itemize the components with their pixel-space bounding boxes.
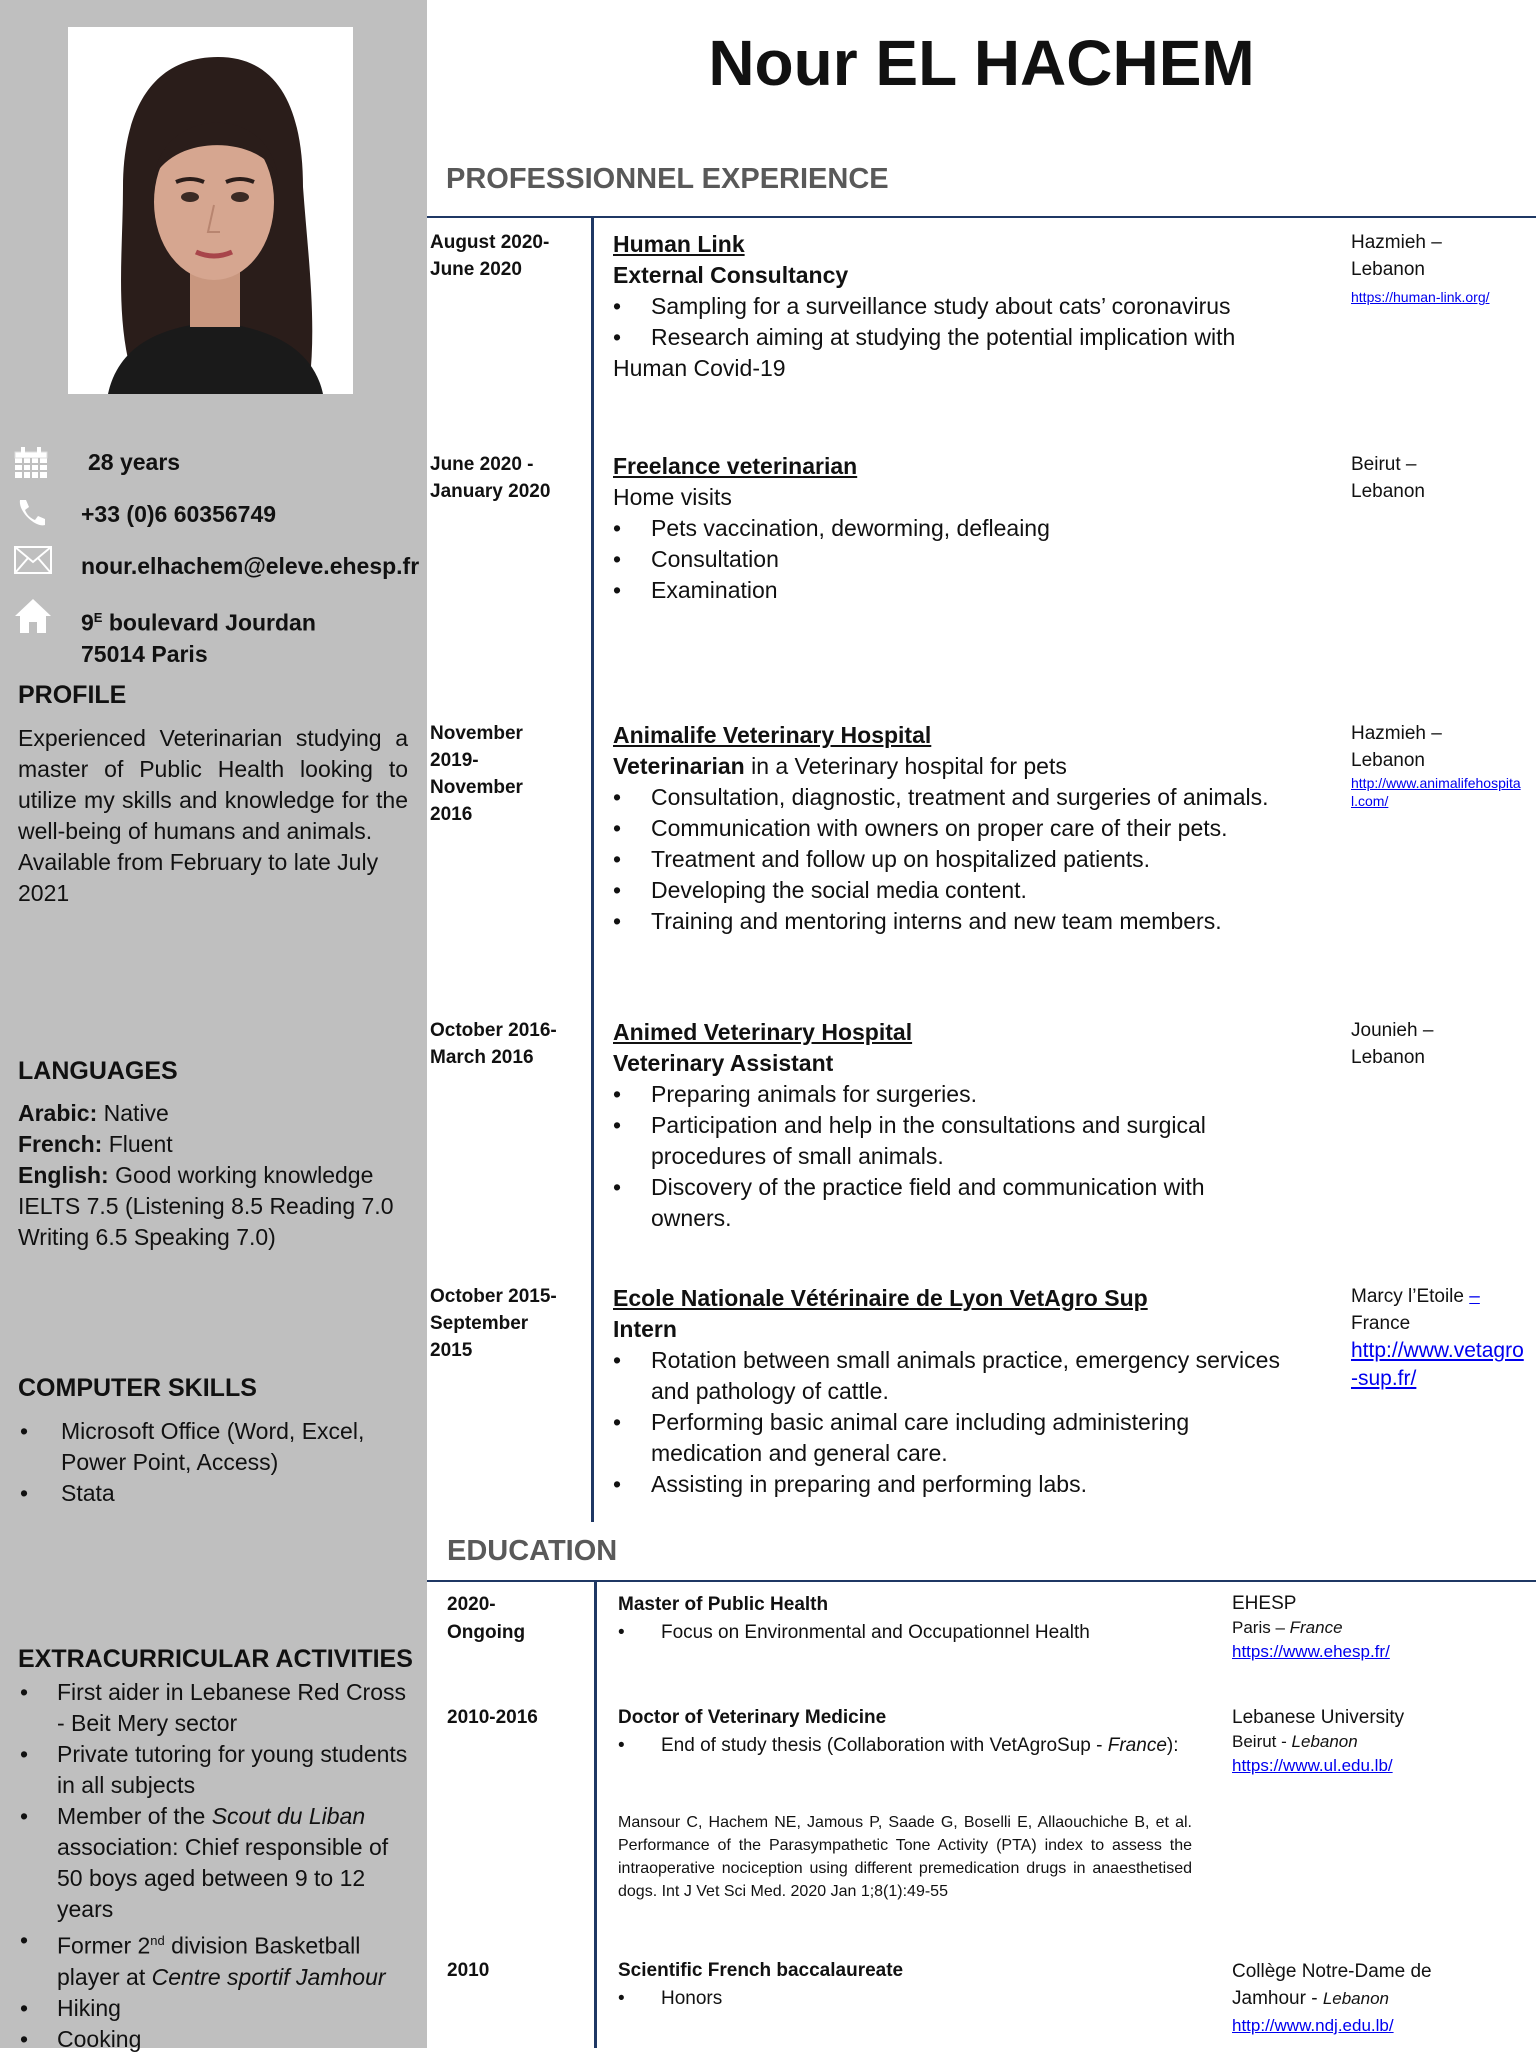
list-item: • Hiking — [18, 1993, 410, 2024]
job-entry: Ecole Nationale Vétérinaire de Lyon VetAgro Sup Intern • Rotation between small animals practice, emergency services and pathology of cattle. • Performing basic animal care including administering medication and general care. • Assisting in preparing and performing labs. — [613, 1283, 1313, 1500]
experience-heading: PROFESSIONNEL EXPERIENCE — [446, 163, 889, 195]
degree-title: Master of Public Health — [618, 1594, 829, 1615]
list-item: • Research aiming at studying the potential implication with — [613, 322, 1313, 353]
timeline-line — [591, 217, 594, 1522]
employer-name: Human Link — [613, 231, 745, 257]
list-item: • Consultation — [613, 544, 1313, 575]
job-location: Jounieh – Lebanon — [1351, 1020, 1434, 1068]
job-date: October 2015- September 2015 — [430, 1286, 557, 1361]
list-item: • Performing basic animal care including administering medication and general care. — [613, 1407, 1303, 1469]
list-item: • Examination — [613, 575, 1313, 606]
list-item: • Member of the Scout du Liban association: Chief responsible of 50 boys aged between 9 to 12 years — [18, 1801, 410, 1925]
phone-number: +33 (0)6 60356749 — [81, 501, 277, 527]
list-item: • Stata — [18, 1478, 388, 1509]
ielts-score: IELTS 7.5 (Listening 8.5 Reading 7.0 Writing 6.5 Speaking 7.0) — [18, 1193, 394, 1250]
list-item: • Treatment and follow up on hospitalized patients. — [613, 844, 1313, 875]
job-location: Hazmieh – Lebanon https://human-link.org/ — [1351, 232, 1490, 305]
education-entry — [618, 1704, 1198, 1760]
list-item: • Developing the social media content. — [613, 875, 1313, 906]
list-item: • Consultation, diagnostic, treatment and surgeries of animals. — [613, 782, 1313, 813]
list-item: • Rotation between small animals practice, emergency services and pathology of cattle. — [613, 1345, 1303, 1407]
profile-photo — [68, 27, 353, 394]
location-link[interactable]: – — [1469, 1286, 1480, 1307]
job-entry: Human Link External Consultancy • Sampling for a surveillance study about cats’ coronavirus • Research aiming at studying the potential implication with Human Covid-19 — [613, 229, 1313, 384]
sidebar — [0, 0, 427, 2052]
profile-text: Experienced Veterinarian studying a master of Public Health looking to utilize my skills and knowledge for the well-being of humans and animals. Available from February to late July 2021 — [18, 725, 408, 906]
list-item: • Discovery of the practice field and communication with owners. — [613, 1172, 1253, 1234]
list-item: • First aider in Lebanese Red Cross - Beit Mery sector — [18, 1677, 410, 1739]
age: 28 years — [88, 449, 181, 475]
list-item: • Sampling for a surveillance study about cats’ coronavirus — [613, 291, 1313, 322]
computer-skills-list — [18, 1416, 388, 1509]
employer-link[interactable]: http://www.vetagro-sup.fr/ — [1351, 1339, 1524, 1390]
list-item: • Participation and help in the consultations and surgical procedures of small animals. — [613, 1110, 1253, 1172]
computer-skills-heading: COMPUTER SKILLS — [18, 1374, 257, 1402]
list-item: • Preparing animals for surgeries. — [613, 1079, 1253, 1110]
employer-name: Freelance veterinarian — [613, 453, 858, 479]
institution: Lebanese University Beirut - Lebanon https://www.ul.edu.lb/ — [1232, 1707, 1405, 1775]
address: $9^E$ boulevard Jourdan 75014 Paris — [81, 609, 316, 667]
job-date: August 2020- June 2020 — [430, 232, 550, 280]
job-entry: Animed Veterinary Hospital Veterinary Assistant • Preparing animals for surgeries. • Participation and help in the consultations and surgical procedures of small animals. • Discovery of the practice field and communication with owners. — [613, 1017, 1313, 1234]
language-item: English: Good working knowledge — [18, 1162, 374, 1188]
employer-name: Animed Veterinary Hospital — [613, 1019, 913, 1045]
home-icon — [14, 598, 52, 639]
education-year: 2020- Ongoing — [447, 1594, 526, 1643]
job-date: June 2020 - January 2020 — [430, 454, 551, 502]
phone-icon — [16, 498, 46, 533]
employer-name: Animalife Veterinary Hospital — [613, 722, 932, 748]
candidate-name: Nour EL HACHEM — [708, 27, 1255, 99]
timeline-line — [594, 1581, 597, 2048]
list-item: • Private tutoring for young students in all subjects — [18, 1739, 410, 1801]
list-item: • Communication with owners on proper care of their pets. — [613, 813, 1313, 844]
institution: EHESP Paris – France https://www.ehesp.fr/ — [1232, 1593, 1390, 1661]
list-item: • Cooking — [18, 2024, 410, 2055]
job-date: October 2016- March 2016 — [430, 1020, 557, 1068]
degree-title: Scientific French baccalaureate — [618, 1960, 904, 1981]
education-entry — [618, 1957, 1198, 2013]
list-item: • End of study thesis (Collaboration with VetAgroSup - France): — [618, 1732, 1198, 1760]
list-item: • Former 2nd division Basketball player at Centre sportif Jamhour — [18, 1925, 410, 1993]
job-location: Beirut – Lebanon — [1351, 454, 1425, 502]
degree-title: Doctor of Veterinary Medicine — [618, 1707, 887, 1728]
languages-list — [18, 1098, 408, 1253]
employer-link[interactable]: http://www.animalifehospital.com/ — [1351, 775, 1521, 809]
mail-icon — [14, 546, 52, 579]
employer-link[interactable]: https://human-link.org/ — [1351, 289, 1490, 305]
list-item: • Focus on Environmental and Occupationnel Health — [618, 1619, 1198, 1647]
education-heading: EDUCATION — [447, 1535, 618, 1567]
language-item: French: Fluent — [18, 1131, 173, 1157]
publication-reference: Mansour C, Hachem NE, Jamous P, Saade G, Boselli E, Allaouchiche B, et al. Performance of the Parasympathetic Tone Activity (PTA) index to assess the intraoperative nociception using different premedication drugs in anaesthetised dogs. Int J Vet Sci Med. 2020 Jan 1;8(1):49-55 — [618, 1814, 1192, 1900]
institution-link[interactable]: http://www.ndj.edu.lb/ — [1232, 2016, 1394, 2035]
email-link[interactable]: nour.elhachem@eleve.ehesp.fr — [81, 553, 420, 579]
extracurricular-heading: EXTRACURRICULAR ACTIVITIES — [18, 1645, 413, 1673]
employer-name: Ecole Nationale Vétérinaire de Lyon VetAgro Sup — [613, 1285, 1148, 1311]
job-location: Marcy l’Etoile – France http://www.vetagro-sup.fr/ — [1351, 1283, 1531, 1393]
education-year: 2010 — [447, 1960, 490, 1981]
education-entry — [618, 1591, 1198, 1647]
list-item: • Pets vaccination, deworming, defleaing — [613, 513, 1313, 544]
job-date: November 2019- November 2016 — [430, 723, 523, 825]
job-entry: Animalife Veterinary Hospital Veterinarian in a Veterinary hospital for pets • Consultation, diagnostic, treatment and surgeries of animals. • Communication with owners on proper care of their pets. • Treatment and follow up on hospitalized patients. • Developing the social media content. • Training and mentoring interns and new team members. — [613, 720, 1313, 937]
list-item: • Honors — [618, 1985, 1198, 2013]
job-entry: Freelance veterinarian Home visits • Pets vaccination, deworming, defleaing • Consultation • Examination — [613, 451, 1313, 606]
institution-link[interactable]: https://www.ul.edu.lb/ — [1232, 1756, 1393, 1775]
list-item: • Assisting in preparing and performing labs. — [613, 1469, 1303, 1500]
education-year: 2010-2016 — [447, 1707, 538, 1728]
list-item: • Microsoft Office (Word, Excel, Power Point, Access) — [18, 1416, 388, 1478]
languages-heading: LANGUAGES — [18, 1057, 178, 1085]
language-item: Arabic: Native — [18, 1100, 169, 1126]
profile-heading: PROFILE — [18, 681, 127, 709]
list-item: • Training and mentoring interns and new team members. — [613, 906, 1313, 937]
institution-link[interactable]: https://www.ehesp.fr/ — [1232, 1642, 1390, 1661]
institution: Collège Notre-Dame de Jamhour - Lebanon http://www.ndj.edu.lb/ — [1232, 1961, 1432, 2035]
extracurricular-list — [18, 1677, 410, 2055]
calendar-icon — [14, 447, 48, 484]
job-location: Hazmieh – Lebanon http://www.animalifehospital.com/ — [1351, 720, 1531, 810]
